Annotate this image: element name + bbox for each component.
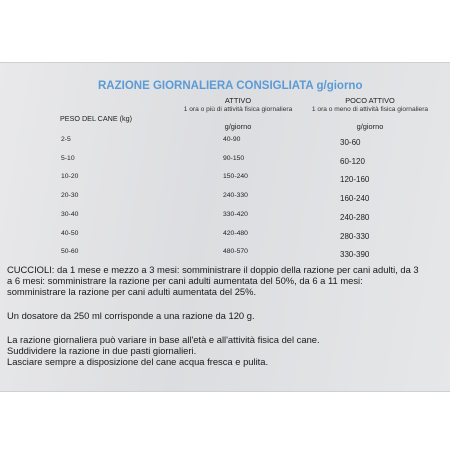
tip-line-1: La razione giornaliera può variare in base all'età e all'attività fisica del cane. <box>7 334 320 345</box>
weight-cell: 40-50 <box>61 229 79 237</box>
doser-note: Un dosatore da 250 ml corrisponde a una razione da 120 g. <box>7 310 255 321</box>
active-ration-cell: 40-90 <box>223 136 241 143</box>
weight-cell: 10-20 <box>61 173 79 181</box>
weight-cell: 30-40 <box>61 210 79 218</box>
page-title: RAZIONE GIORNALIERA CONSIGLIATA g/giorno <box>98 80 363 92</box>
puppies-note-line-1: CUCCIOLI: da 1 mese e mezzo a 3 mesi: somministrare il doppio della razione per cani adulti, da 3 <box>7 264 419 275</box>
active-column-subtitle: 1 ora o più di attività fisica giornaliera <box>183 106 293 113</box>
notes-section <box>7 264 447 367</box>
tip-line-2: Suddividere la razione in due pasti giornalieri. <box>7 345 197 356</box>
active-column-title: ATTIVO <box>224 96 252 105</box>
low-active-ration-cell: 120-160 <box>340 175 370 185</box>
active-ration-cell: 90-150 <box>223 154 245 162</box>
active-ration-cell: 480-570 <box>223 248 248 256</box>
active-ration-cell: 420-480 <box>223 229 248 237</box>
weight-cell: 20-30 <box>61 192 79 200</box>
active-ration-cell: 330-420 <box>223 210 248 218</box>
active-ration-cell: 150-240 <box>223 173 248 181</box>
weight-cell: 50-60 <box>61 248 79 256</box>
low-active-column-subtitle: 1 ora o meno di attività fisica giornaliera <box>311 106 429 113</box>
low-active-column-title: POCO ATTIVO <box>345 96 395 105</box>
active-column-unit: g/giorno <box>224 122 252 131</box>
tip-line-3: Lasciare sempre a disposizione del cane acqua fresca e pulita. <box>7 356 269 367</box>
weight-cell: 2-5 <box>61 136 71 143</box>
low-active-ration-cell: 60-120 <box>340 156 365 166</box>
low-active-ration-cell: 160-240 <box>340 194 370 204</box>
weight-column-header: PESO DEL CANE (kg) <box>60 114 133 123</box>
puppies-note-line-3: somministrare la razione per cani adulti aumentata del 25%. <box>7 286 257 297</box>
active-ration-cell: 240-330 <box>223 192 248 200</box>
low-active-ration-cell: 280-330 <box>340 231 370 241</box>
weight-cell: 5-10 <box>61 154 75 162</box>
low-active-column-header <box>295 96 445 131</box>
low-active-ration-cell: 330-390 <box>340 250 370 260</box>
active-column-header <box>168 96 308 131</box>
low-active-ration-cell: 240-280 <box>340 212 370 222</box>
low-active-column-unit: g/giorno <box>356 122 384 131</box>
low-active-ration-cell: 30-60 <box>340 138 361 147</box>
puppies-note-line-2: a 6 mesi: somministrare la razione per cani adulti aumentata del 50%, da 6 a 11 mesi: <box>7 275 363 286</box>
